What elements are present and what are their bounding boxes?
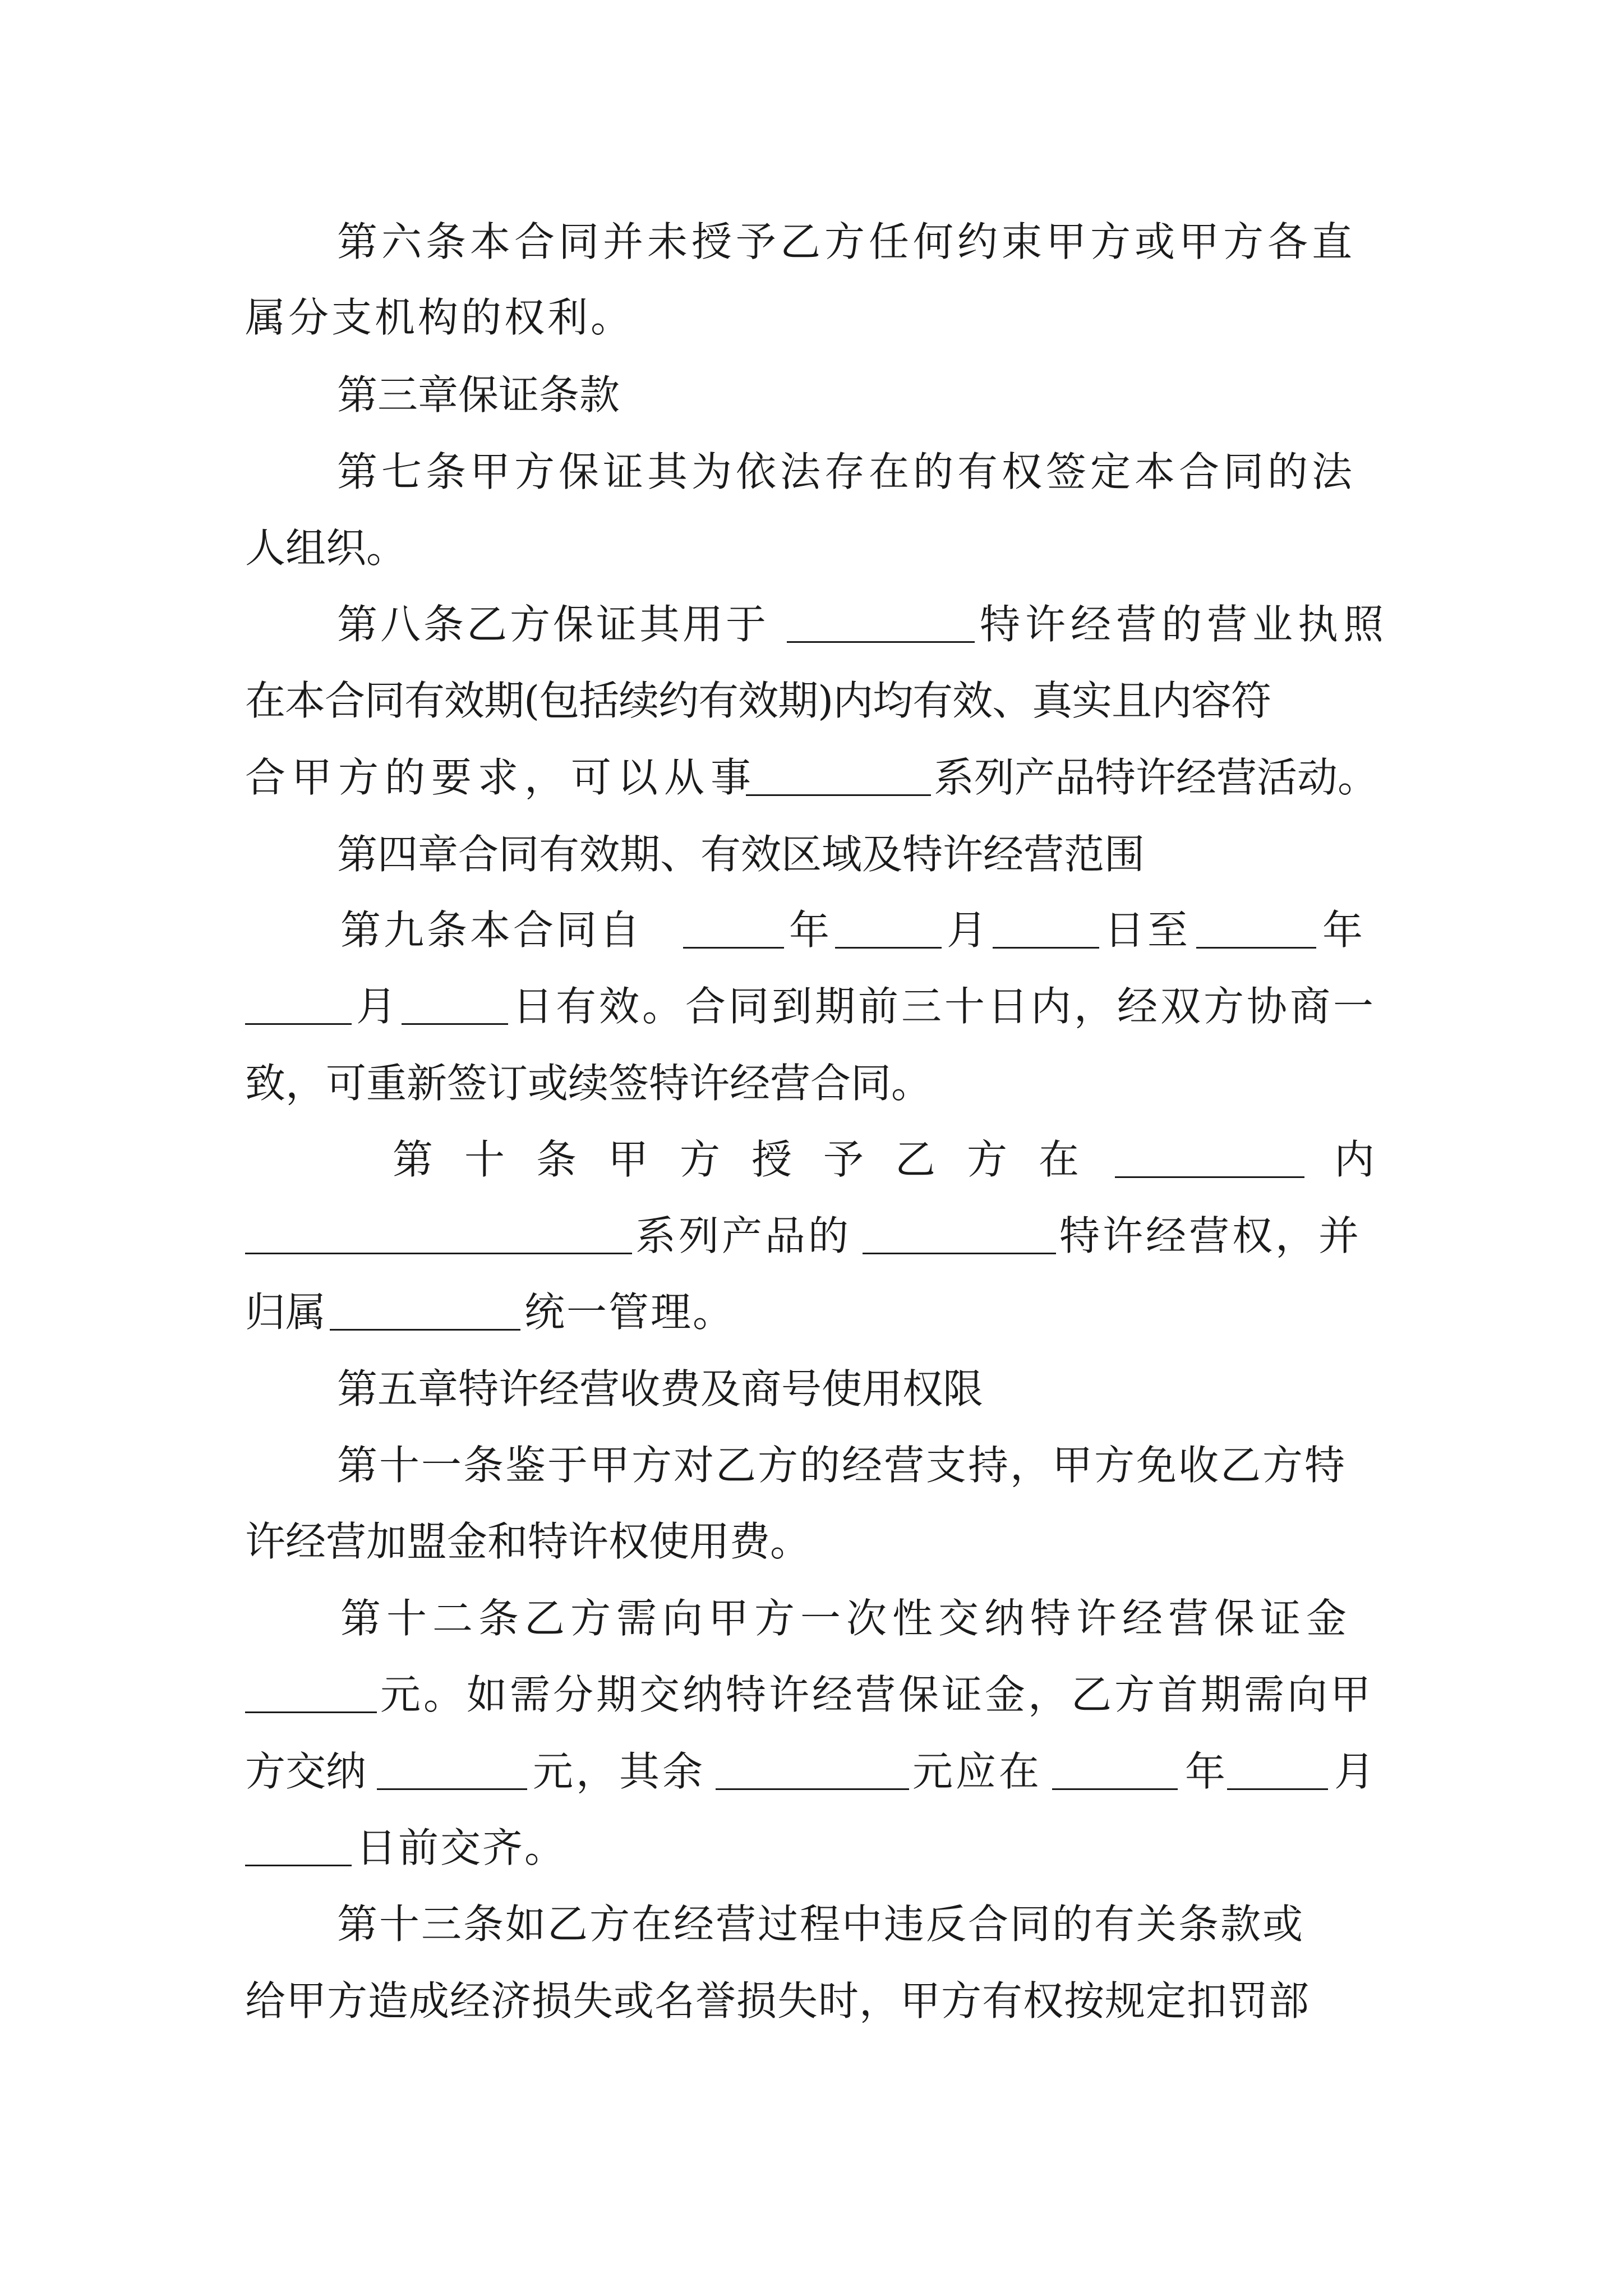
blank-field: [245, 1216, 632, 1254]
article-12-text-3a: 方交纳: [245, 1748, 367, 1795]
blank-field: [377, 1751, 527, 1790]
article-11-text-1: 第十一条鉴于甲方对乙方的经营支持，甲方免收乙方特: [337, 1442, 1347, 1489]
blank-field: [1052, 1751, 1178, 1790]
chapter-5-title: 第五章特许经营收费及商号使用权限: [337, 1365, 984, 1412]
article-6-text-1: 第六条本合同并未授予乙方任何约束甲方或甲方各直: [337, 218, 1357, 265]
article-10-text-2b: 特许经营权，并: [1059, 1212, 1362, 1259]
blank-field: [683, 910, 784, 949]
blank-field: [245, 1828, 352, 1866]
article-12-text-2: 元。如需分期交纳特许经营保证金，乙方首期需向甲: [380, 1671, 1374, 1718]
article-7-text-2: 人组织。: [245, 524, 407, 572]
article-7-text-1: 第七条甲方保证其为依法存在的有权签定本合同的法: [337, 448, 1357, 495]
article-11-text-2: 许经营加盟金和特许权使用费。: [245, 1518, 811, 1565]
article-9-text-2: 日有效。合同到期前三十日内，经双方协商一: [513, 983, 1377, 1030]
blank-field: [835, 910, 942, 949]
blank-field: [746, 757, 931, 796]
article-8-text-1a: 第八条乙方保证其用于: [337, 601, 769, 648]
article-9-year-2: 年: [1322, 907, 1363, 954]
article-8-text-1b: 特许经营的营业执照: [980, 601, 1389, 648]
article-9-text-3: 致，可重新签订或续签特许经营合同。: [245, 1060, 932, 1107]
article-13-text-1: 第十三条如乙方在经营过程中违反合同的有关条款或: [337, 1901, 1305, 1948]
article-12-text-3c: 元应在: [912, 1748, 1043, 1795]
blank-field: [993, 910, 1099, 949]
blank-field: [245, 986, 352, 1025]
article-12-text-3b: 元，其余: [533, 1748, 706, 1795]
article-9-text-1a: 第九条本合同自: [340, 907, 643, 954]
article-10-text-1b: 内: [1334, 1136, 1375, 1183]
chapter-4-title: 第四章合同有效期、有效区域及特许经营范围: [337, 831, 1145, 878]
article-6-text-2: 属分支机构的权利。: [245, 294, 634, 341]
article-8-text-2: 在本合同有效期(包括续约有效期)内均有效、真实且内容符: [245, 677, 1271, 724]
article-8-text-3b: 系列产品特许经营活动。: [934, 754, 1378, 801]
article-13-text-2: 给甲方造成经济损失或名誉损失时，甲方有权按规定扣罚部: [245, 1977, 1310, 2024]
article-12-month: 月: [1334, 1748, 1375, 1795]
article-10-text-1a: 第十条甲方授予乙方在: [393, 1136, 1111, 1183]
blank-field: [1115, 1139, 1304, 1178]
article-9-day-to: 日至: [1104, 907, 1191, 954]
article-10-text-3b: 统一管理。: [524, 1289, 735, 1336]
blank-field: [402, 986, 508, 1025]
article-10-text-3a: 归属: [245, 1289, 326, 1336]
blank-field: [863, 1216, 1056, 1254]
blank-field: [716, 1751, 909, 1790]
blank-field: [1227, 1751, 1328, 1790]
blank-field: [787, 604, 975, 643]
chapter-3-title: 第三章保证条款: [337, 371, 620, 418]
blank-field: [245, 1674, 377, 1713]
article-12-text-1: 第十二条乙方需向甲方一次性交纳特许经营保证金: [340, 1595, 1353, 1642]
article-10-text-2a: 系列产品的: [635, 1212, 852, 1259]
article-12-text-4: 日前交齐。: [356, 1824, 567, 1871]
article-9-month-2: 月: [356, 983, 397, 1030]
article-9-year-1: 年: [789, 907, 830, 954]
article-8-text-3a: 合甲方的要求，可以从事: [245, 754, 758, 801]
blank-field: [330, 1292, 520, 1331]
blank-field: [1196, 910, 1316, 949]
article-12-year: 年: [1185, 1748, 1226, 1795]
article-9-month-1: 月: [947, 907, 988, 954]
